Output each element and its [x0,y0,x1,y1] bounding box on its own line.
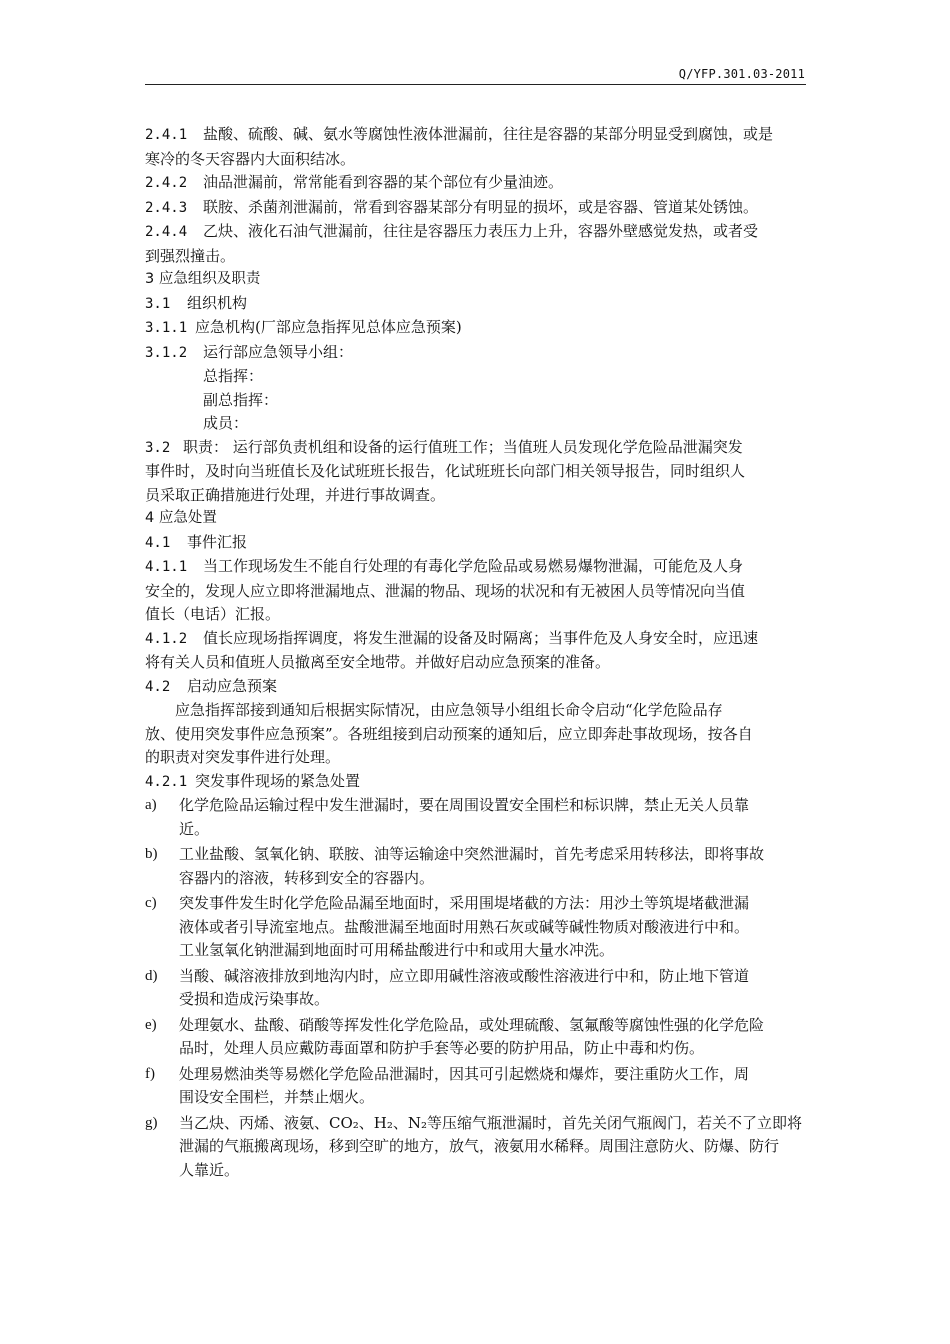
paragraph-line: 的职责对突发事件进行处理。 [145,748,341,766]
list-item-line: 液体或者引导流室地点。盐酸泄漏至地面时用熟石灰或碱等碱性物质对酸液进行中和。 [179,917,750,936]
role-deputy-commander: 副总指挥： [203,390,279,409]
list-item-b [145,843,807,890]
clause-3-1-1 [145,316,807,341]
list-marker: b) [145,846,158,862]
list-item-line: 泄漏的气瓶搬离现场，移到空旷的地方，放气，液氨用水稀释。周围注意防火、防爆、防行 [179,1137,780,1155]
list-marker: g) [145,1114,158,1131]
list-marker: a) [145,797,157,813]
clause-3-2 [145,436,807,461]
list-item-line: 近。 [179,819,210,838]
paragraph-line: 值长（电话）汇报。 [145,605,281,623]
paragraph-line: 应急指挥部接到通知后根据实际情况，由应急领导小组组长命令启动“化学危险品存 [175,701,723,719]
paragraph-2-4-1 [145,123,807,148]
list-item-line: 人靠近。 [179,1160,240,1179]
clause-3-1 [145,292,807,317]
clause-title: 启动应急预案 [187,676,278,695]
clause-4-1-1 [145,555,807,580]
list-item-line: 突发事件发生时化学危险品漏至地面时，采用围堤堵截的方法：用沙土等筑堤堵截泄漏 [179,894,750,912]
paragraph-line: 放、使用突发事件应急预案”。各班组接到启动预案的通知后，应立即奔赴事故现场，按各自 [145,724,753,743]
role-members: 成员： [203,414,249,432]
clause-number: 2.4.4 [145,224,188,240]
document-body [145,123,807,1182]
list-item-line: 处理易燃油类等易燃化学危险品泄漏时，因其可引起燃烧和爆炸，要注重防火工作，周 [179,1064,750,1083]
clause-4-2-1 [145,770,807,795]
clause-number: 4.2 [145,678,171,695]
list-item-line: 化学危险品运输过程中发生泄漏时，要在周围设置安全围栏和标识牌，禁止无关人员靠 [179,796,750,814]
paragraph-line: 到强烈撞击。 [145,246,236,265]
clause-title: 事件汇报 [187,532,248,551]
list-item-e [145,1014,807,1061]
list-item-g [145,1112,807,1183]
clause-title: 突发事件现场的紧急处置 [195,771,361,790]
list-item-line: 当乙炔、丙烯、液氨、CO₂、H₂、N₂等压缩气瓶泄漏时，首先关闭气瓶阀门，若关不了立即将 [179,1113,803,1132]
clause-number: 4.2.1 [145,773,188,790]
paragraph-line: 将有关人员和值班人员撤离至安全地带。并做好启动应急预案的准备。 [145,653,611,671]
list-item-line: 围设安全围栏，并禁止烟火。 [179,1088,375,1106]
list-item-line: 品时，处理人员应戴防毒面罩和防护手套等必要的防护用品，防止中毒和灼伤。 [179,1039,705,1057]
paragraph-line: 员采取正确措施进行处理，并进行事故调查。 [145,485,446,504]
paragraph-text: 油品泄漏前，常常能看到容器的某个部位有少量油迹。 [203,173,564,191]
clause-number: 3.1.1 [145,320,188,336]
list-item-line: 容器内的溶液，转移到安全的容器内。 [179,868,435,887]
paragraph-text: 当工作现场发生不能自行处理的有毒化学危险品或易燃易爆物泄漏，可能危及人身 [203,557,744,575]
list-marker: d) [145,967,158,984]
paragraph-text: 盐酸、硫酸、碱、氨水等腐蚀性液体泄漏前，往往是容器的某部分明显受到腐蚀，或是 [203,125,774,143]
clause-title: 组织机构 [187,293,248,312]
list-item-line: 工业氢氧化钠泄漏到地面时可用稀盐酸进行中和或用大量水冲洗。 [179,941,615,959]
clause-4-1-2 [145,627,807,652]
clause-number: 2.4.3 [145,199,188,216]
list-item-f [145,1063,807,1110]
list-item-line: 处理氨水、盐酸、硝酸等挥发性化学危险品，或处理硫酸、氢氟酸等腐蚀性强的化学危险 [179,1015,765,1034]
section-3-heading: 3 应急组织及职责 [145,271,261,287]
clause-title: 应急机构(厂部应急指挥见总体应急预案) [195,318,462,336]
list-item-line: 工业盐酸、氢氧化钠、联胺、油等运输途中突然泄漏时，首先考虑采用转移法，即将事故 [179,845,765,863]
clause-4-2 [145,675,807,700]
clause-number: 4.1.1 [145,559,188,575]
role-commander: 总指挥： [203,367,264,385]
list-marker: f) [145,1065,155,1082]
paragraph-line: 寒冷的冬天容器内大面积结冰。 [145,149,356,168]
paragraph-text: 联胺、杀菌剂泄漏前，常看到容器某部分有明显的损坏，或是容器、管道某处锈蚀。 [203,197,759,216]
paragraph-2-4-3 [145,196,807,221]
paragraph-text: 值长应现场指挥调度，将发生泄漏的设备及时隔离；当事件危及人身安全时，应迅速 [203,628,759,647]
document-code: Q/YFP.301.03-2011 [678,67,805,81]
clause-number: 4.1.2 [145,630,188,647]
clause-3-1-2 [145,341,807,366]
list-marker: e) [145,1016,157,1033]
clause-title: 运行部应急领导小组： [203,342,354,361]
paragraph-line: 安全的，发现人应立即将泄漏地点、泄漏的物品、现场的状况和有无被困人员等情况向当值 [145,581,746,600]
list-item-line: 受损和造成污染事故。 [179,990,330,1008]
header-rule [145,84,806,85]
clause-4-1 [145,531,807,556]
list-marker: c) [145,895,157,911]
list-item-line: 当酸、碱溶液排放到地沟内时，应立即用碱性溶液或酸性溶液进行中和，防止地下管道 [179,966,750,985]
clause-number: 2.4.1 [145,127,188,143]
paragraph-text: 乙炔、液化石油气泄漏前，往往是容器压力表压力上升，容器外壁感觉发热，或者受 [203,222,759,240]
clause-number: 3.1 [145,295,171,312]
clause-number: 4.1 [145,534,171,551]
clause-number: 3.2 [145,439,171,456]
section-4-heading: 4 应急处置 [145,510,217,526]
clause-number: 2.4.2 [145,175,188,191]
paragraph-2-4-4 [145,220,807,245]
paragraph-2-4-2 [145,171,807,196]
paragraph-text: 职责： 运行部负责机组和设备的运行值班工作；当值班人员发现化学危险品泄漏突发 [183,437,743,456]
clause-number: 3.1.2 [145,344,188,361]
list-item-d [145,965,807,1012]
list-item-c [145,892,807,963]
list-item-a [145,794,807,841]
paragraph-line: 事件时，及时向当班值长及化试班班长报告，化试班班长向部门相关领导报告，同时组织人 [145,462,746,480]
